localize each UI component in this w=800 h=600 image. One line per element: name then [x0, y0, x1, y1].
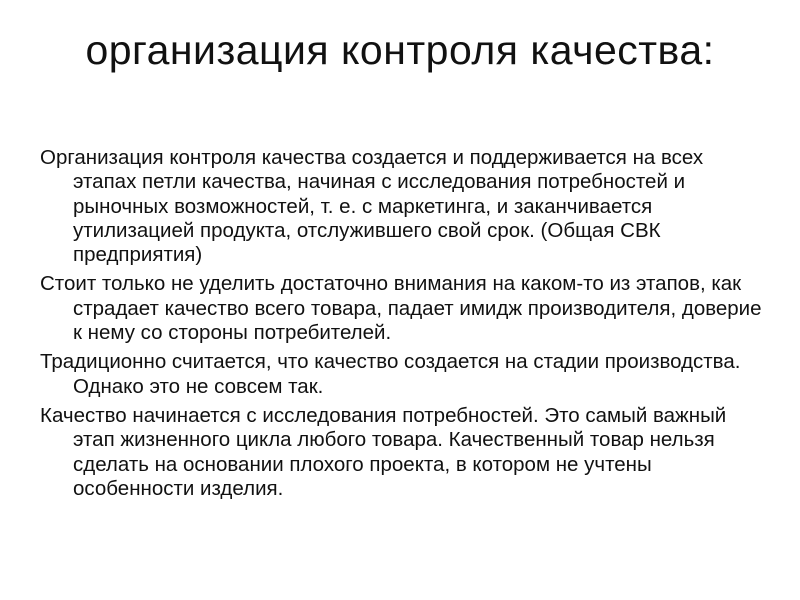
- paragraph-2: Стоит только не уделить достаточно внимания на каком-то из этапов, как страдает качество всего товара, падает имидж производителя, доверие к нему со стороны потребителей.: [40, 272, 762, 345]
- slide-title: организация контроля качества:: [85, 27, 715, 73]
- slide-body: [40, 146, 770, 506]
- paragraph-4: Качество начинается с исследования потребностей. Это самый важный этап жизненного цикла любого товара. Качественный товар нельзя сделать на основании плохого проекта, в котором не учтены особенности изделия.: [40, 403, 727, 500]
- paragraph-3: Традиционно считается, что качество создается на стадии производства. Однако это не совсем так.: [40, 350, 741, 398]
- paragraph-1: Организация контроля качества создается и поддерживается на всех этапах петли качества, начиная с исследования потребностей и рыночных возможностей, т. е. с маркетинга, и заканчивается утилизацией продукта, отслужившего свой срок. (Общая СВК предприятия): [40, 146, 704, 267]
